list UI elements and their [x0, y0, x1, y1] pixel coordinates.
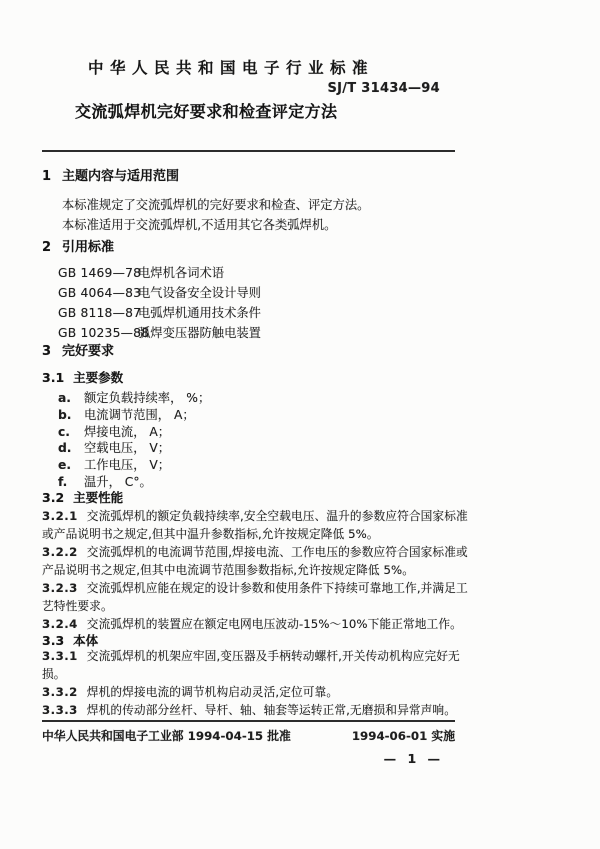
- clause: [42, 647, 470, 683]
- parameter-letter: b.: [58, 407, 72, 422]
- footer-divider: [42, 720, 455, 722]
- clause-text: 交流弧焊机的额定负载持续率,安全空载电压、温升的参数应符合国家标准或产品说明书之规定,但其中温升参数指标,允许按规定降低 5%。: [42, 508, 468, 541]
- reference-item: [58, 323, 470, 343]
- performance-clauses: [42, 507, 470, 633]
- parameter-letter: c.: [58, 424, 70, 439]
- scope-paragraph: 本标准适用于交流弧焊机,不适用其它各类弧焊机。: [62, 217, 337, 232]
- reference-item: [58, 303, 470, 323]
- reference-title: 电弧焊机通用技术条件: [138, 306, 261, 320]
- reference-title: 电焊机各词术语: [138, 266, 225, 280]
- clause-number: 3.2.1: [42, 508, 78, 523]
- section-1-title: 主题内容与适用范围: [62, 169, 180, 184]
- reference-title: 弧焊变压器防触电装置: [138, 326, 261, 340]
- reference-item: [58, 283, 470, 303]
- section-3-1-number: 3.1: [42, 370, 65, 385]
- reference-code: GB 1469—78: [58, 266, 142, 280]
- clause-text: 交流弧焊机的装置应在额定电网电压波动-15%～10%下能正常地工作。: [86, 616, 462, 631]
- section-3-3-title: 本体: [73, 632, 99, 648]
- parameter-list: [42, 390, 470, 491]
- parameter-letter: a.: [58, 391, 71, 405]
- parameter-item: [58, 457, 470, 474]
- section-1-number: 1: [42, 169, 52, 184]
- clause: [42, 615, 470, 633]
- reference-code: GB 10235—88: [58, 326, 150, 340]
- clause-number: 3.2.2: [42, 544, 78, 559]
- approval-text: 中华人民共和国电子工业部 1994-04-15 批准: [42, 728, 291, 743]
- section-3-1-title: 主要参数: [73, 370, 124, 385]
- reference-list: [42, 263, 470, 343]
- parameter-letter: e.: [58, 458, 72, 473]
- clause: [42, 543, 470, 579]
- section-1-heading: [42, 170, 470, 184]
- clause: [42, 683, 470, 701]
- document-title: 交流弧焊机完好要求和检查评定方法: [75, 102, 338, 121]
- clause: [42, 579, 470, 615]
- reference-item: [58, 263, 470, 283]
- clause-number: 3.3.1: [42, 648, 78, 663]
- section-2-title: 引用标准: [62, 240, 115, 255]
- parameter-text: 焊接电流， A；: [84, 424, 171, 439]
- section-3-title: 完好要求: [62, 344, 115, 359]
- clause-text: 焊机的焊接电流的调节机构启动灵活,定位可靠。: [86, 684, 339, 699]
- parameter-item: [58, 407, 470, 424]
- parameter-text: 电流调节范围， A；: [84, 407, 195, 422]
- page-content: [42, 0, 470, 766]
- body-clauses: [42, 647, 470, 719]
- parameter-text: 空载电压， V；: [84, 441, 171, 456]
- standard-org-line: 中华人民共和国电子行业标准: [88, 59, 375, 77]
- section-3-2-title: 主要性能: [73, 489, 124, 505]
- parameter-item: [58, 424, 470, 441]
- page-number: — 1 —: [383, 750, 440, 766]
- clause-text: 交流弧焊机的机架应牢固,变压器及手柄转动螺杆,开关传动机构应完好无损。: [42, 648, 460, 681]
- standard-code: SJ/T 31434—94: [327, 81, 440, 96]
- header-divider: [42, 150, 455, 152]
- section-3-3-number: 3.3: [42, 632, 65, 648]
- reference-code: GB 4064—83: [58, 286, 142, 300]
- section-2-number: 2: [42, 240, 52, 255]
- clause: [42, 507, 470, 543]
- clause-number: 3.3.2: [42, 684, 78, 699]
- parameter-item: [58, 440, 470, 457]
- section-2-heading: [42, 241, 470, 255]
- clause-number: 3.2.4: [42, 616, 78, 631]
- reference-title: 电气设备安全设计导则: [138, 286, 261, 300]
- section-3-number: 3: [42, 344, 52, 359]
- parameter-text: 温升， C°。: [84, 474, 152, 489]
- section-3-1-heading: [42, 371, 470, 384]
- scope-paragraph: 本标准规定了交流弧焊机的完好要求和检查、评定方法。: [62, 198, 370, 212]
- section-3-heading: [42, 345, 470, 359]
- clause-text: 交流弧焊机的电流调节范围,焊接电流、工作电压的参数应符合国家标准或产品说明书之规定,但其中电流调节范围参数指标,允许按规定降低 5%。: [42, 544, 468, 577]
- parameter-text: 工作电压， V；: [84, 458, 171, 473]
- parameter-letter: f.: [58, 474, 68, 489]
- section-3-3-heading: [42, 634, 470, 647]
- parameter-letter: d.: [58, 441, 72, 456]
- clause-text: 焊机的传动部分丝杆、导杆、轴、轴套等运转正常,无磨损和异常声响。: [86, 702, 457, 717]
- section-3-2-number: 3.2: [42, 489, 65, 505]
- implementation-text: 1994-06-01 实施: [351, 728, 455, 743]
- parameter-text: 额定负载持续率， %；: [84, 391, 211, 405]
- parameter-item: [58, 390, 470, 407]
- section-3-2-heading: [42, 491, 470, 504]
- approval-line: [42, 729, 470, 744]
- parameter-item: [58, 474, 470, 491]
- clause-number: 3.2.3: [42, 580, 78, 595]
- clause-number: 3.3.3: [42, 702, 78, 717]
- reference-code: GB 8118—87: [58, 306, 142, 320]
- clause: [42, 701, 470, 719]
- clause-text: 交流弧焊机应能在规定的设计参数和使用条件下持续可靠地工作,并满足工艺特性要求。: [42, 580, 468, 613]
